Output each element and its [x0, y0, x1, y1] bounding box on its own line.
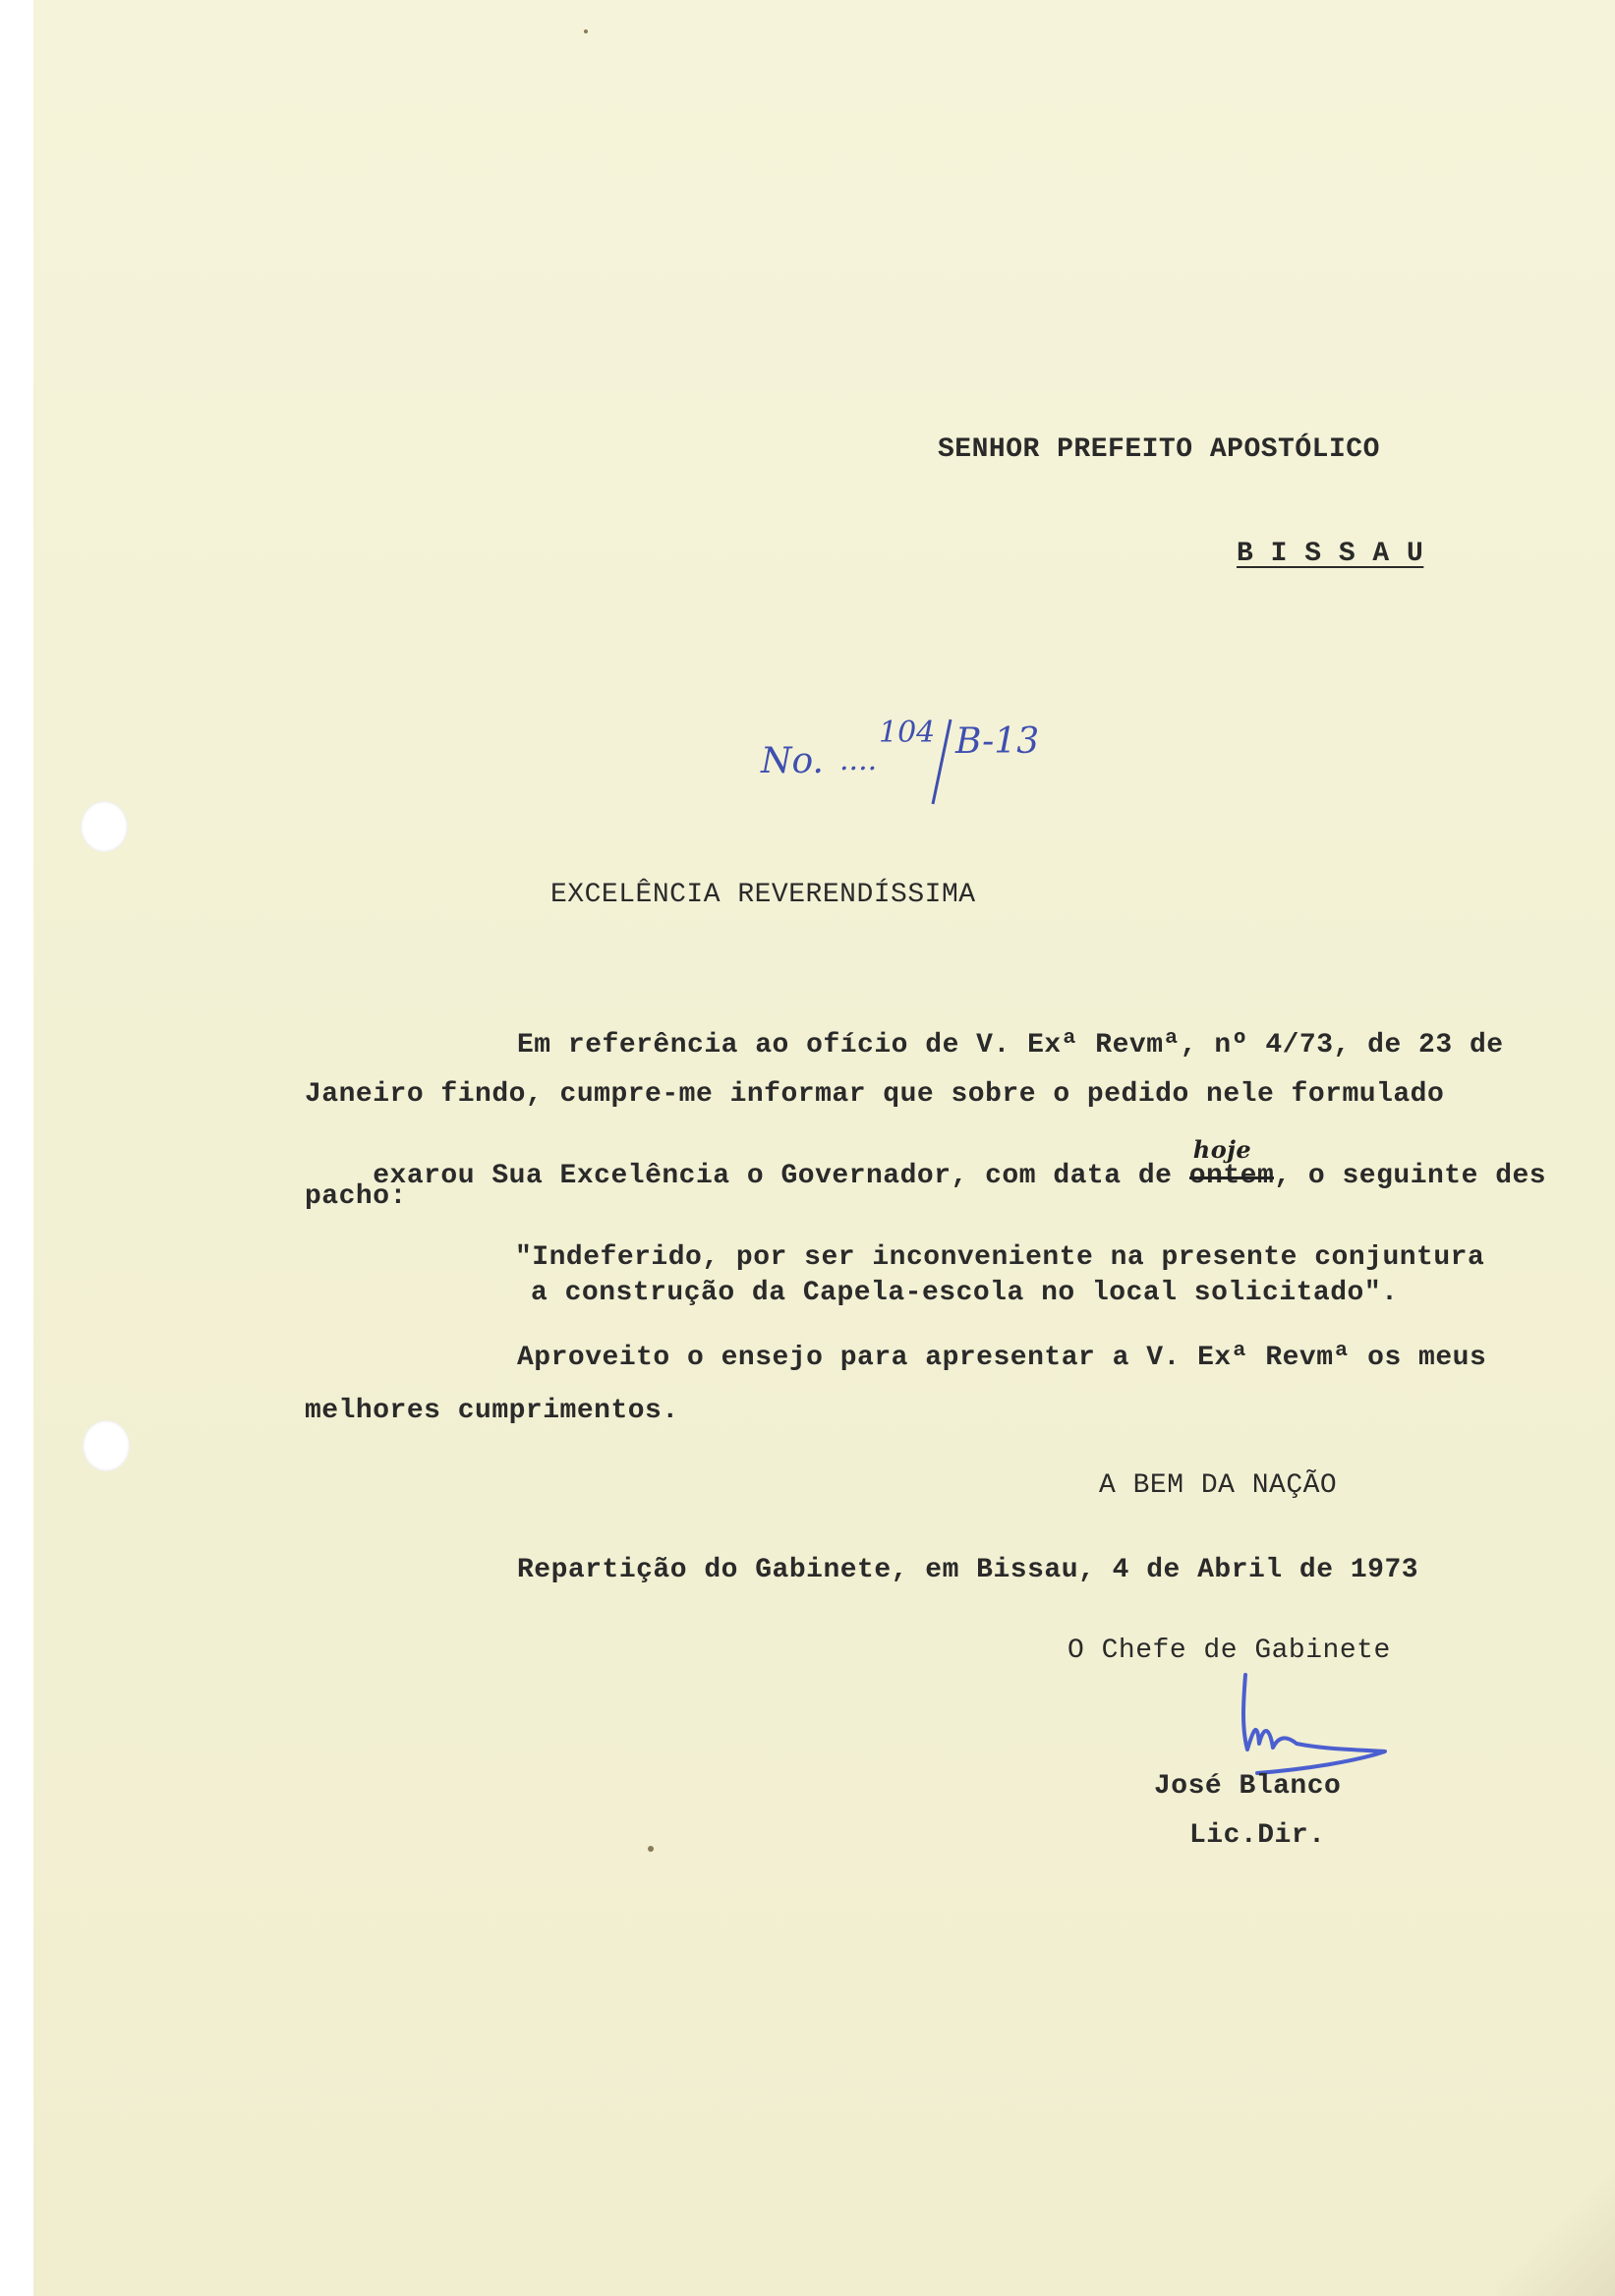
quote-line: a construção da Capela-escola no local solicitado". [531, 1278, 1399, 1308]
addressee-title: SENHOR PREFEITO APOSTÓLICO [938, 434, 1380, 465]
signatory-credentials: Lic.Dir. [1189, 1820, 1326, 1851]
body-line: Aproveito o ensejo para apresentar a V. Exª Revmª os meus [517, 1343, 1487, 1373]
struck-word: ontem hoje [1188, 1135, 1275, 1191]
page-fold-shadow [1497, 2139, 1615, 2296]
body-text-end: , o seguinte des [1274, 1161, 1547, 1191]
addressee-city: B I S S A U [1237, 539, 1424, 569]
signature-mark [1188, 1671, 1405, 1779]
salutation: EXCELÊNCIA REVERENDÍSSIMA [550, 880, 976, 910]
reference-dots: .... [839, 743, 878, 777]
handwritten-correction: hoje [1192, 1135, 1252, 1164]
reference-suffix: B-13 [955, 721, 1040, 762]
paper-spot [648, 1846, 654, 1852]
paper-spot [584, 29, 588, 33]
body-line: melhores cumprimentos. [305, 1396, 679, 1426]
body-line: Janeiro findo, cumpre-me informar que sobre o pedido nele formulado [305, 1079, 1445, 1110]
reference-number [731, 718, 1085, 806]
reference-prefix: No. [761, 741, 824, 781]
body-line-with-correction [305, 1130, 1546, 1222]
punch-hole-bottom [83, 1420, 130, 1471]
quote-line: "Indeferido, por ser inconveniente na presente conjuntura [515, 1242, 1485, 1273]
closing-place-date: Repartição do Gabinete, em Bissau, 4 de Abril de 1973 [517, 1555, 1419, 1585]
closing-motto: A BEM DA NAÇÃO [1099, 1470, 1338, 1501]
punch-hole-top [81, 801, 128, 852]
signatory-name: José Blanco [1154, 1771, 1342, 1802]
document-page [33, 0, 1615, 2296]
body-line: pacho: [305, 1181, 407, 1212]
closing-position: O Chefe de Gabinete [1067, 1636, 1391, 1666]
body-line: Em referência ao ofício de V. Exª Revmª, nº 4/73, de 23 de [517, 1030, 1504, 1061]
reference-number-value: 104 [879, 716, 936, 750]
body-text-start: exarou Sua Excelência o Governador, com data de [373, 1161, 1189, 1191]
